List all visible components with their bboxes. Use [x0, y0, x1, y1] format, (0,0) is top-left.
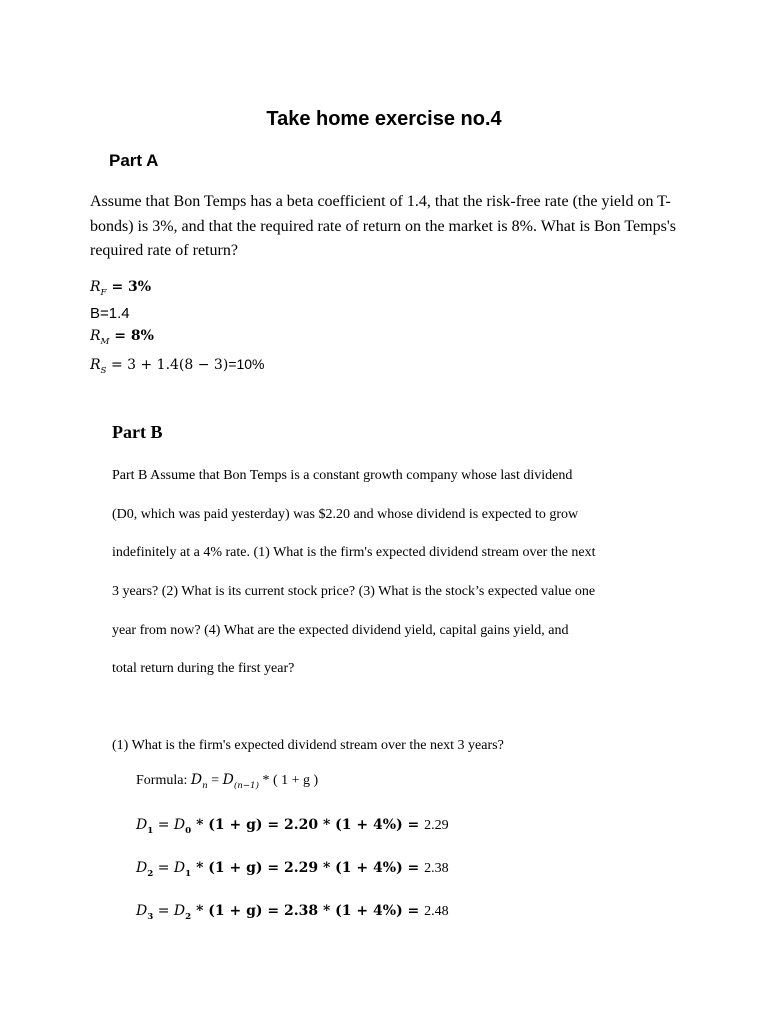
calc-prev: D — [173, 860, 186, 876]
rs-subscript: S — [100, 365, 107, 376]
calc-d3 — [136, 903, 449, 920]
calc-equals: = — [153, 860, 174, 876]
formula-lhs: D — [190, 772, 203, 788]
calc-lhs-subscript: 2 — [147, 868, 154, 879]
rf-equation — [90, 279, 152, 298]
calc-result: 2.38 — [424, 861, 449, 876]
rm-equation — [90, 328, 154, 347]
calc-prev-subscript: 1 — [185, 868, 192, 879]
question-1-text: (1) What is the firm's expected dividend stream over the next 3 years? — [112, 738, 504, 753]
calc-equals: = — [153, 817, 174, 833]
rs-expression: = 3 + 1.4(8 − 3) — [106, 357, 229, 373]
rm-subscript: M — [100, 336, 110, 347]
part-a-heading: Part A — [109, 151, 159, 170]
formula-equals: = — [207, 773, 223, 788]
rs-result: =10% — [228, 356, 265, 372]
part-b-line: Part B Assume that Bon Temps is a constant growth company whose last dividend — [112, 468, 573, 483]
rf-subscript: F — [100, 287, 107, 298]
rm-symbol: R — [90, 328, 101, 344]
calc-expression: * (1 + g) = 2.20 * (1 + 4%) = — [191, 817, 425, 833]
part-b-line: 3 years? (2) What is its current stock price? (3) What is the stock’s expected value one — [112, 584, 596, 599]
calc-lhs: D — [136, 860, 148, 876]
formula-rhs: D — [222, 772, 234, 788]
part-b-line: indefinitely at a 4% rate. (1) What is the firm's expected dividend stream over the next — [112, 545, 596, 560]
calc-expression: * (1 + g) = 2.29 * (1 + 4%) = — [191, 860, 425, 876]
formula-lhs-subscript: n — [202, 780, 208, 791]
beta-line: B=1.4 — [90, 305, 130, 322]
calc-prev-subscript: 0 — [185, 825, 192, 836]
formula-rhs-subscript: (n−1) — [233, 780, 259, 791]
part-b-line: (D0, which was paid yesterday) was $2.20 and whose dividend is expected to grow — [112, 507, 579, 522]
calc-prev: D — [173, 903, 186, 919]
rs-equation — [90, 356, 265, 376]
calc-lhs: D — [136, 817, 148, 833]
calc-d2 — [136, 860, 449, 877]
calc-lhs-subscript: 1 — [147, 825, 154, 836]
part-b-line: total return during the first year? — [112, 661, 295, 676]
calc-lhs-subscript: 3 — [147, 911, 154, 922]
calc-result: 2.29 — [424, 818, 449, 833]
part-b-line: year from now? (4) What are the expected dividend yield, capital gains yield, and — [112, 623, 569, 638]
formula-tail: * ( 1 + g ) — [258, 773, 319, 788]
rm-value: = 8% — [109, 328, 154, 344]
dividend-formula — [136, 772, 318, 789]
rs-symbol: R — [90, 357, 101, 373]
calc-prev: D — [173, 817, 186, 833]
part-b-heading: Part B — [112, 422, 163, 442]
calc-lhs: D — [136, 903, 148, 919]
calc-d1 — [136, 817, 449, 834]
calc-equals: = — [153, 903, 174, 919]
rf-value: = 3% — [106, 279, 152, 295]
part-a-paragraph: Assume that Bon Temps has a beta coefficient of 1.4, that the risk-free rate (the yield on T-bonds) is 3%, and that the required rate of return on the market is 8%. What is Bon Temps's required rate of return? — [90, 193, 676, 259]
rf-symbol: R — [90, 279, 101, 295]
formula-label: Formula: — [136, 773, 191, 788]
calc-prev-subscript: 2 — [185, 911, 192, 922]
calc-expression: * (1 + g) = 2.38 * (1 + 4%) = — [191, 903, 425, 919]
calc-result: 2.48 — [424, 904, 449, 919]
page-title: Take home exercise no.4 — [266, 108, 502, 130]
